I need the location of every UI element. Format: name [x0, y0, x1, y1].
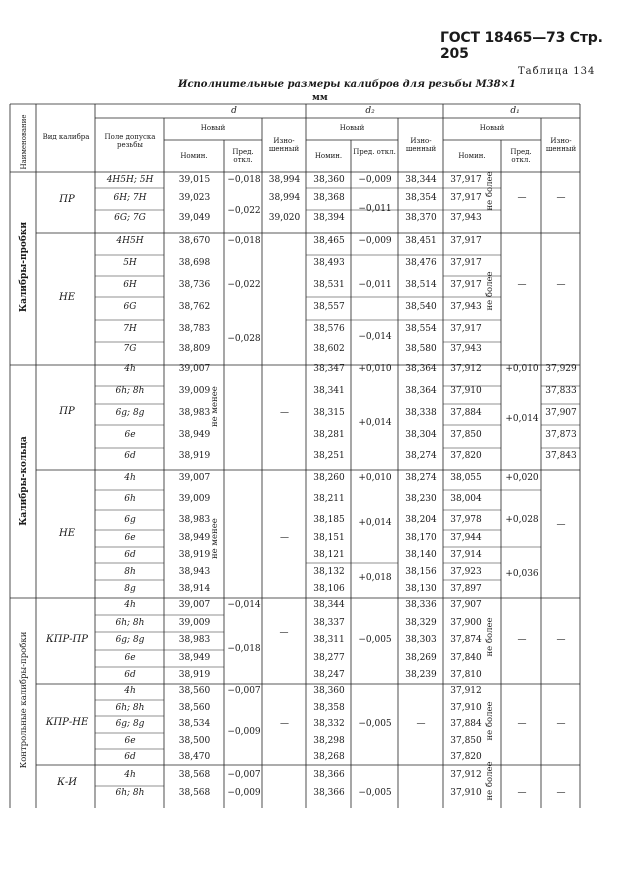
unit-label: мм	[312, 93, 328, 103]
table-cell: 38,329	[405, 618, 437, 628]
table-cell: 4h	[124, 770, 136, 780]
gauge-ne-1: НЕ	[58, 292, 76, 303]
table-cell: 37,978	[450, 515, 482, 525]
table-cell: 6g	[124, 515, 136, 525]
table-cell: 38,364	[405, 364, 437, 374]
table-cell: 6h; 8h	[115, 788, 145, 798]
merged-value: −0,009	[227, 727, 261, 737]
table-cell: 37,917	[450, 175, 482, 185]
table-cell: 6h; 8h	[115, 386, 145, 396]
table-cell: 38,949	[178, 533, 211, 543]
table-cell: 39,007	[178, 600, 211, 610]
col-vid-header: Вид калибра	[42, 133, 90, 141]
table-number: Таблица 134	[518, 66, 596, 77]
table-cell: 4h	[124, 686, 136, 696]
table-cell: 37,907	[545, 408, 577, 418]
col-d2-nom: Номин.	[314, 152, 343, 160]
table-cell: 38,576	[313, 324, 345, 334]
merged-value: +0,014	[358, 518, 392, 528]
table-cell: 38,344	[313, 600, 345, 610]
table-cell: —	[517, 635, 527, 645]
section-kontr: Контрольные калибры-пробки	[19, 631, 29, 769]
table-cell: 38,132	[313, 567, 345, 577]
table-cell: −0,014	[227, 600, 261, 610]
table-cell: 37,873	[545, 430, 577, 440]
table-cell: 38,106	[313, 584, 345, 594]
note-ne-menee-1: не менее	[210, 386, 220, 427]
table-cell: 38,260	[313, 473, 345, 483]
table-cell: —	[556, 635, 566, 645]
table-cell: 38,338	[405, 408, 437, 418]
table-cell: 37,944	[450, 533, 482, 543]
gauge-kpr-ne: КПР-НЕ	[45, 717, 89, 728]
table-cell: 38,994	[268, 175, 301, 185]
table-cell: 38,366	[313, 770, 345, 780]
table-cell: 38,204	[405, 515, 437, 525]
table-cell: —	[517, 788, 527, 798]
table-cell: −0,009	[227, 788, 261, 798]
col-pole-header: Поле допуска резьбы	[104, 133, 156, 149]
table-cell: 38,983	[178, 408, 211, 418]
table-cell: —	[416, 719, 426, 729]
table-cell: 38,736	[178, 280, 211, 290]
table-cell: 38,239	[405, 670, 437, 680]
col-d-pred: Пред. откл.	[232, 148, 254, 164]
table-cell: 37,912	[450, 770, 482, 780]
table-cell: 37,843	[545, 451, 577, 461]
table-cell: 38,366	[313, 788, 345, 798]
table-cell: −0,005	[358, 719, 392, 729]
table-cell: 37,914	[450, 550, 482, 560]
table-cell: 38,360	[313, 686, 345, 696]
note-ne-bolee-4: не более	[485, 701, 495, 741]
merged-value: +0,014	[358, 418, 392, 428]
table-cell: —	[556, 719, 566, 729]
table-cell: 6h	[124, 494, 136, 504]
table-cell: 6H; 7H	[113, 193, 147, 203]
table-cell: 37,900	[450, 618, 482, 628]
table-cell: 38,560	[178, 703, 211, 713]
table-cell: 38,140	[405, 550, 437, 560]
note-ne-bolee-1: не более	[485, 171, 495, 211]
table-cell: 38,919	[178, 670, 211, 680]
table-cell: 38,531	[313, 280, 345, 290]
col-d-worn: Изно- шенный	[268, 137, 300, 153]
table-cell: 39,015	[178, 175, 211, 185]
table-cell: +0,020	[505, 473, 539, 483]
table-cell: 38,337	[313, 618, 345, 628]
table-cell: 38,914	[178, 584, 211, 594]
col-d-new: Новый	[200, 124, 226, 132]
table-cell: 38,370	[405, 213, 437, 223]
col-d2-new: Новый	[339, 124, 365, 132]
table-cell: 38,368	[313, 193, 345, 203]
table-cell: 37,917	[450, 280, 482, 290]
table-cell: 38,983	[178, 515, 211, 525]
table-cell: —	[517, 719, 527, 729]
doc-header: ГОСТ 18465—73 Стр. 205	[440, 30, 603, 62]
table-cell: 38,580	[405, 344, 437, 354]
merged-value: −0,018	[227, 644, 261, 654]
table-cell: 38,514	[405, 280, 437, 290]
table-cell: 38,698	[178, 258, 211, 268]
table-cell: 7H	[123, 324, 137, 334]
table-cell: 38,304	[405, 430, 437, 440]
table-cell: 37,874	[450, 635, 482, 645]
gauge-kpr-pr: КПР-ПР	[45, 634, 89, 645]
table-cell: 7G	[123, 344, 137, 354]
table-cell: 38,568	[178, 788, 211, 798]
table-cell: 38,130	[405, 584, 437, 594]
table-cell: —	[556, 193, 566, 203]
table-cell: 6e	[124, 533, 136, 543]
gauge-pr-2: ПР	[59, 406, 75, 417]
table-cell: 39,009	[178, 386, 211, 396]
table-cell: 38,268	[313, 752, 345, 762]
table-cell: 38,470	[178, 752, 211, 762]
col-d1-new: Новый	[479, 124, 505, 132]
table-cell: 38,670	[178, 236, 211, 246]
table-cell: 38,311	[313, 635, 345, 645]
table-cell: 38,151	[313, 533, 345, 543]
table-cell: 38,170	[405, 533, 437, 543]
table-cell: 6h; 8h	[115, 703, 145, 713]
merged-value: +0,028	[505, 515, 539, 525]
table-cell: 38,500	[178, 736, 211, 746]
table-cell: 38,274	[405, 473, 437, 483]
table-cell: —	[280, 533, 289, 543]
table-cell: 38,364	[405, 386, 437, 396]
table-cell: 38,211	[313, 494, 345, 504]
table-cell: 38,332	[313, 719, 345, 729]
merged-value: −0,028	[227, 334, 261, 344]
table-cell: 4H5H	[116, 236, 144, 246]
table-cell: —	[556, 788, 566, 798]
table-cell: 37,912	[450, 686, 482, 696]
table-cell: 38,783	[178, 324, 211, 334]
table-cell: —	[517, 193, 527, 203]
merged-value: —	[556, 520, 566, 530]
table-cell: 37,923	[450, 567, 482, 577]
table-cell: 38,354	[405, 193, 437, 203]
table-cell: 6e	[124, 430, 136, 440]
table-cell: —	[280, 719, 289, 729]
table-cell: 38,360	[313, 175, 345, 185]
table-cell: 6G	[123, 302, 137, 312]
table-cell: 38,809	[178, 344, 211, 354]
table-cell: 39,007	[178, 364, 211, 374]
table-cell: 38,493	[313, 258, 345, 268]
table-cell: −0,009	[358, 175, 392, 185]
table-cell: −0,018	[227, 236, 261, 246]
gauge-pr-1: ПР	[59, 194, 75, 205]
table-cell: 6d	[124, 670, 136, 680]
table-cell: 38,476	[405, 258, 437, 268]
table-cell: 5H	[123, 258, 137, 268]
gauge-k-i: К-И	[57, 777, 77, 788]
table-cell: 6e	[124, 736, 136, 746]
table-cell: 38,344	[405, 175, 437, 185]
col-d1-header: d₁	[510, 106, 520, 116]
table-cell: 38,347	[313, 364, 345, 374]
table-cell: 39,049	[178, 213, 211, 223]
table-cell: 38,949	[178, 653, 211, 663]
table-cell: 6h; 8h	[115, 618, 145, 628]
table-cell: 38,557	[313, 302, 345, 312]
table-caption: Исполнительные размеры калибров для резьбы M38×1	[178, 79, 516, 90]
table-cell: —	[517, 280, 527, 290]
table-cell: 38,919	[178, 550, 211, 560]
table-cell: 38,247	[313, 670, 345, 680]
table-cell: 38,277	[313, 653, 345, 663]
table-cell: 38,274	[405, 451, 437, 461]
table-cell: 38,185	[313, 515, 345, 525]
table-cell: 37,917	[450, 193, 482, 203]
col-d-nom: Номин.	[180, 152, 208, 160]
table-cell: 39,009	[178, 494, 211, 504]
table-cell: 4h	[124, 473, 136, 483]
table-cell: 6G; 7G	[114, 213, 146, 223]
table-cell: 38,554	[405, 324, 437, 334]
merged-value: −0,014	[358, 332, 392, 342]
table-cell: 37,907	[450, 600, 482, 610]
table-cell: 38,983	[178, 635, 211, 645]
table-cell: 4h	[124, 364, 136, 374]
col-d1-nom: Номин.	[458, 152, 486, 160]
table-cell: 6g; 8g	[115, 635, 145, 645]
note-ne-bolee-2: не более	[485, 271, 495, 311]
table-cell: 38,230	[405, 494, 437, 504]
table-cell: 37,910	[450, 703, 482, 713]
table-cell: 37,840	[450, 653, 482, 663]
merged-value: +0,036	[505, 569, 539, 579]
col-naim-header: Наименование	[20, 114, 28, 170]
col-d2-worn: Изно- шенный	[405, 137, 437, 153]
table-cell: 6d	[124, 451, 136, 461]
table-cell: −0,007	[227, 770, 261, 780]
note-ne-bolee-3: не более	[485, 617, 495, 657]
table-cell: 6e	[124, 653, 136, 663]
table-cell: 38,534	[178, 719, 211, 729]
table-cell: 37,929	[545, 364, 577, 374]
table-cell: 37,917	[450, 324, 482, 334]
merged-value: −0,022	[227, 206, 261, 216]
note-ne-bolee-5: не более	[485, 761, 495, 801]
table-cell: 6H	[123, 280, 137, 290]
table-cell: 37,912	[450, 364, 482, 374]
table-cell: —	[556, 280, 566, 290]
table-cell: 38,298	[313, 736, 345, 746]
table-cell: −0,018	[227, 175, 261, 185]
table-cell: 38,540	[405, 302, 437, 312]
table-cell: 37,820	[450, 752, 482, 762]
section-probki: Калибры-пробки	[19, 221, 29, 313]
table-cell: 38,394	[313, 213, 345, 223]
table-cell: 37,850	[450, 430, 482, 440]
table-cell: 38,281	[313, 430, 345, 440]
table-cell: 39,007	[178, 473, 211, 483]
table-cell: 38,943	[178, 567, 211, 577]
col-d2-pred: Пред. откл.	[353, 148, 396, 156]
table-cell: 38,336	[405, 600, 437, 610]
table-cell: +0,010	[358, 364, 392, 374]
table-cell: 38,055	[450, 473, 482, 483]
merged-value: −0,022	[227, 280, 261, 290]
table-cell: 37,820	[450, 451, 482, 461]
table-cell: 6g; 8g	[115, 408, 145, 418]
table-cell: 39,023	[178, 193, 211, 203]
table-cell: 38,341	[313, 386, 345, 396]
table-cell: 38,358	[313, 703, 345, 713]
table-cell: 6g; 8g	[115, 719, 145, 729]
merged-value: +0,018	[358, 573, 392, 583]
table-cell: 38,156	[405, 567, 437, 577]
merged-value: −0,011	[358, 204, 392, 214]
table-cell: 38,568	[178, 770, 211, 780]
table-cell: 6d	[124, 752, 136, 762]
table-cell: 8g	[124, 584, 136, 594]
col-d-header: d	[231, 106, 237, 116]
table-cell: 37,910	[450, 788, 482, 798]
table-cell: −0,005	[358, 788, 392, 798]
table-cell: 38,994	[268, 193, 301, 203]
table-cell: —	[280, 408, 289, 418]
table-cell: 38,004	[450, 494, 482, 504]
table-cell: 6d	[124, 550, 136, 560]
table-cell: 37,884	[450, 408, 482, 418]
table-cell: 37,810	[450, 670, 482, 680]
table-cell: 37,884	[450, 719, 482, 729]
table-cell: 38,602	[313, 344, 345, 354]
table-cell: 37,943	[450, 302, 482, 312]
table-cell: 38,269	[405, 653, 437, 663]
merged-value: +0,014	[505, 414, 539, 424]
table-cell: 37,850	[450, 736, 482, 746]
section-koltsa: Калибры-кольца	[19, 436, 29, 526]
table-cell: 38,121	[313, 550, 345, 560]
gauge-ne-2: НЕ	[58, 528, 76, 539]
table-cell: 38,451	[405, 236, 437, 246]
table-cell: −0,005	[358, 635, 392, 645]
table-cell: 38,762	[178, 302, 211, 312]
table-cell: 37,910	[450, 386, 482, 396]
table-cell: −0,009	[358, 236, 392, 246]
table-cell: 37,833	[545, 386, 577, 396]
table-cell: 39,020	[268, 213, 301, 223]
col-d1-worn: Изно- шенный	[545, 137, 577, 153]
table-cell: 39,009	[178, 618, 211, 628]
table-cell: −0,011	[358, 280, 392, 290]
merged-value: —	[279, 628, 289, 638]
note-ne-menee-2: не менее	[210, 518, 220, 559]
table-cell: 38,251	[313, 451, 345, 461]
table-cell: 4h	[124, 600, 136, 610]
col-d2-header: d₂	[365, 106, 375, 116]
table-cell: 38,919	[178, 451, 211, 461]
table-cell: 38,560	[178, 686, 211, 696]
table-cell: +0,010	[505, 364, 539, 374]
table-cell: 8h	[124, 567, 136, 577]
table-cell: 4H5H; 5H	[106, 175, 154, 185]
table-cell: 38,315	[313, 408, 345, 418]
table-cell: 37,943	[450, 344, 482, 354]
col-d1-pred: Пред. откл.	[510, 148, 532, 164]
table-cell: 37,917	[450, 258, 482, 268]
table-cell: 38,303	[405, 635, 437, 645]
table-cell: 37,943	[450, 213, 482, 223]
table-cell: 37,897	[450, 584, 482, 594]
table-cell: −0,007	[227, 686, 261, 696]
table-cell: 38,465	[313, 236, 345, 246]
table-cell: 38,949	[178, 430, 211, 440]
table-cell: 37,917	[450, 236, 482, 246]
table-cell: +0,010	[358, 473, 392, 483]
